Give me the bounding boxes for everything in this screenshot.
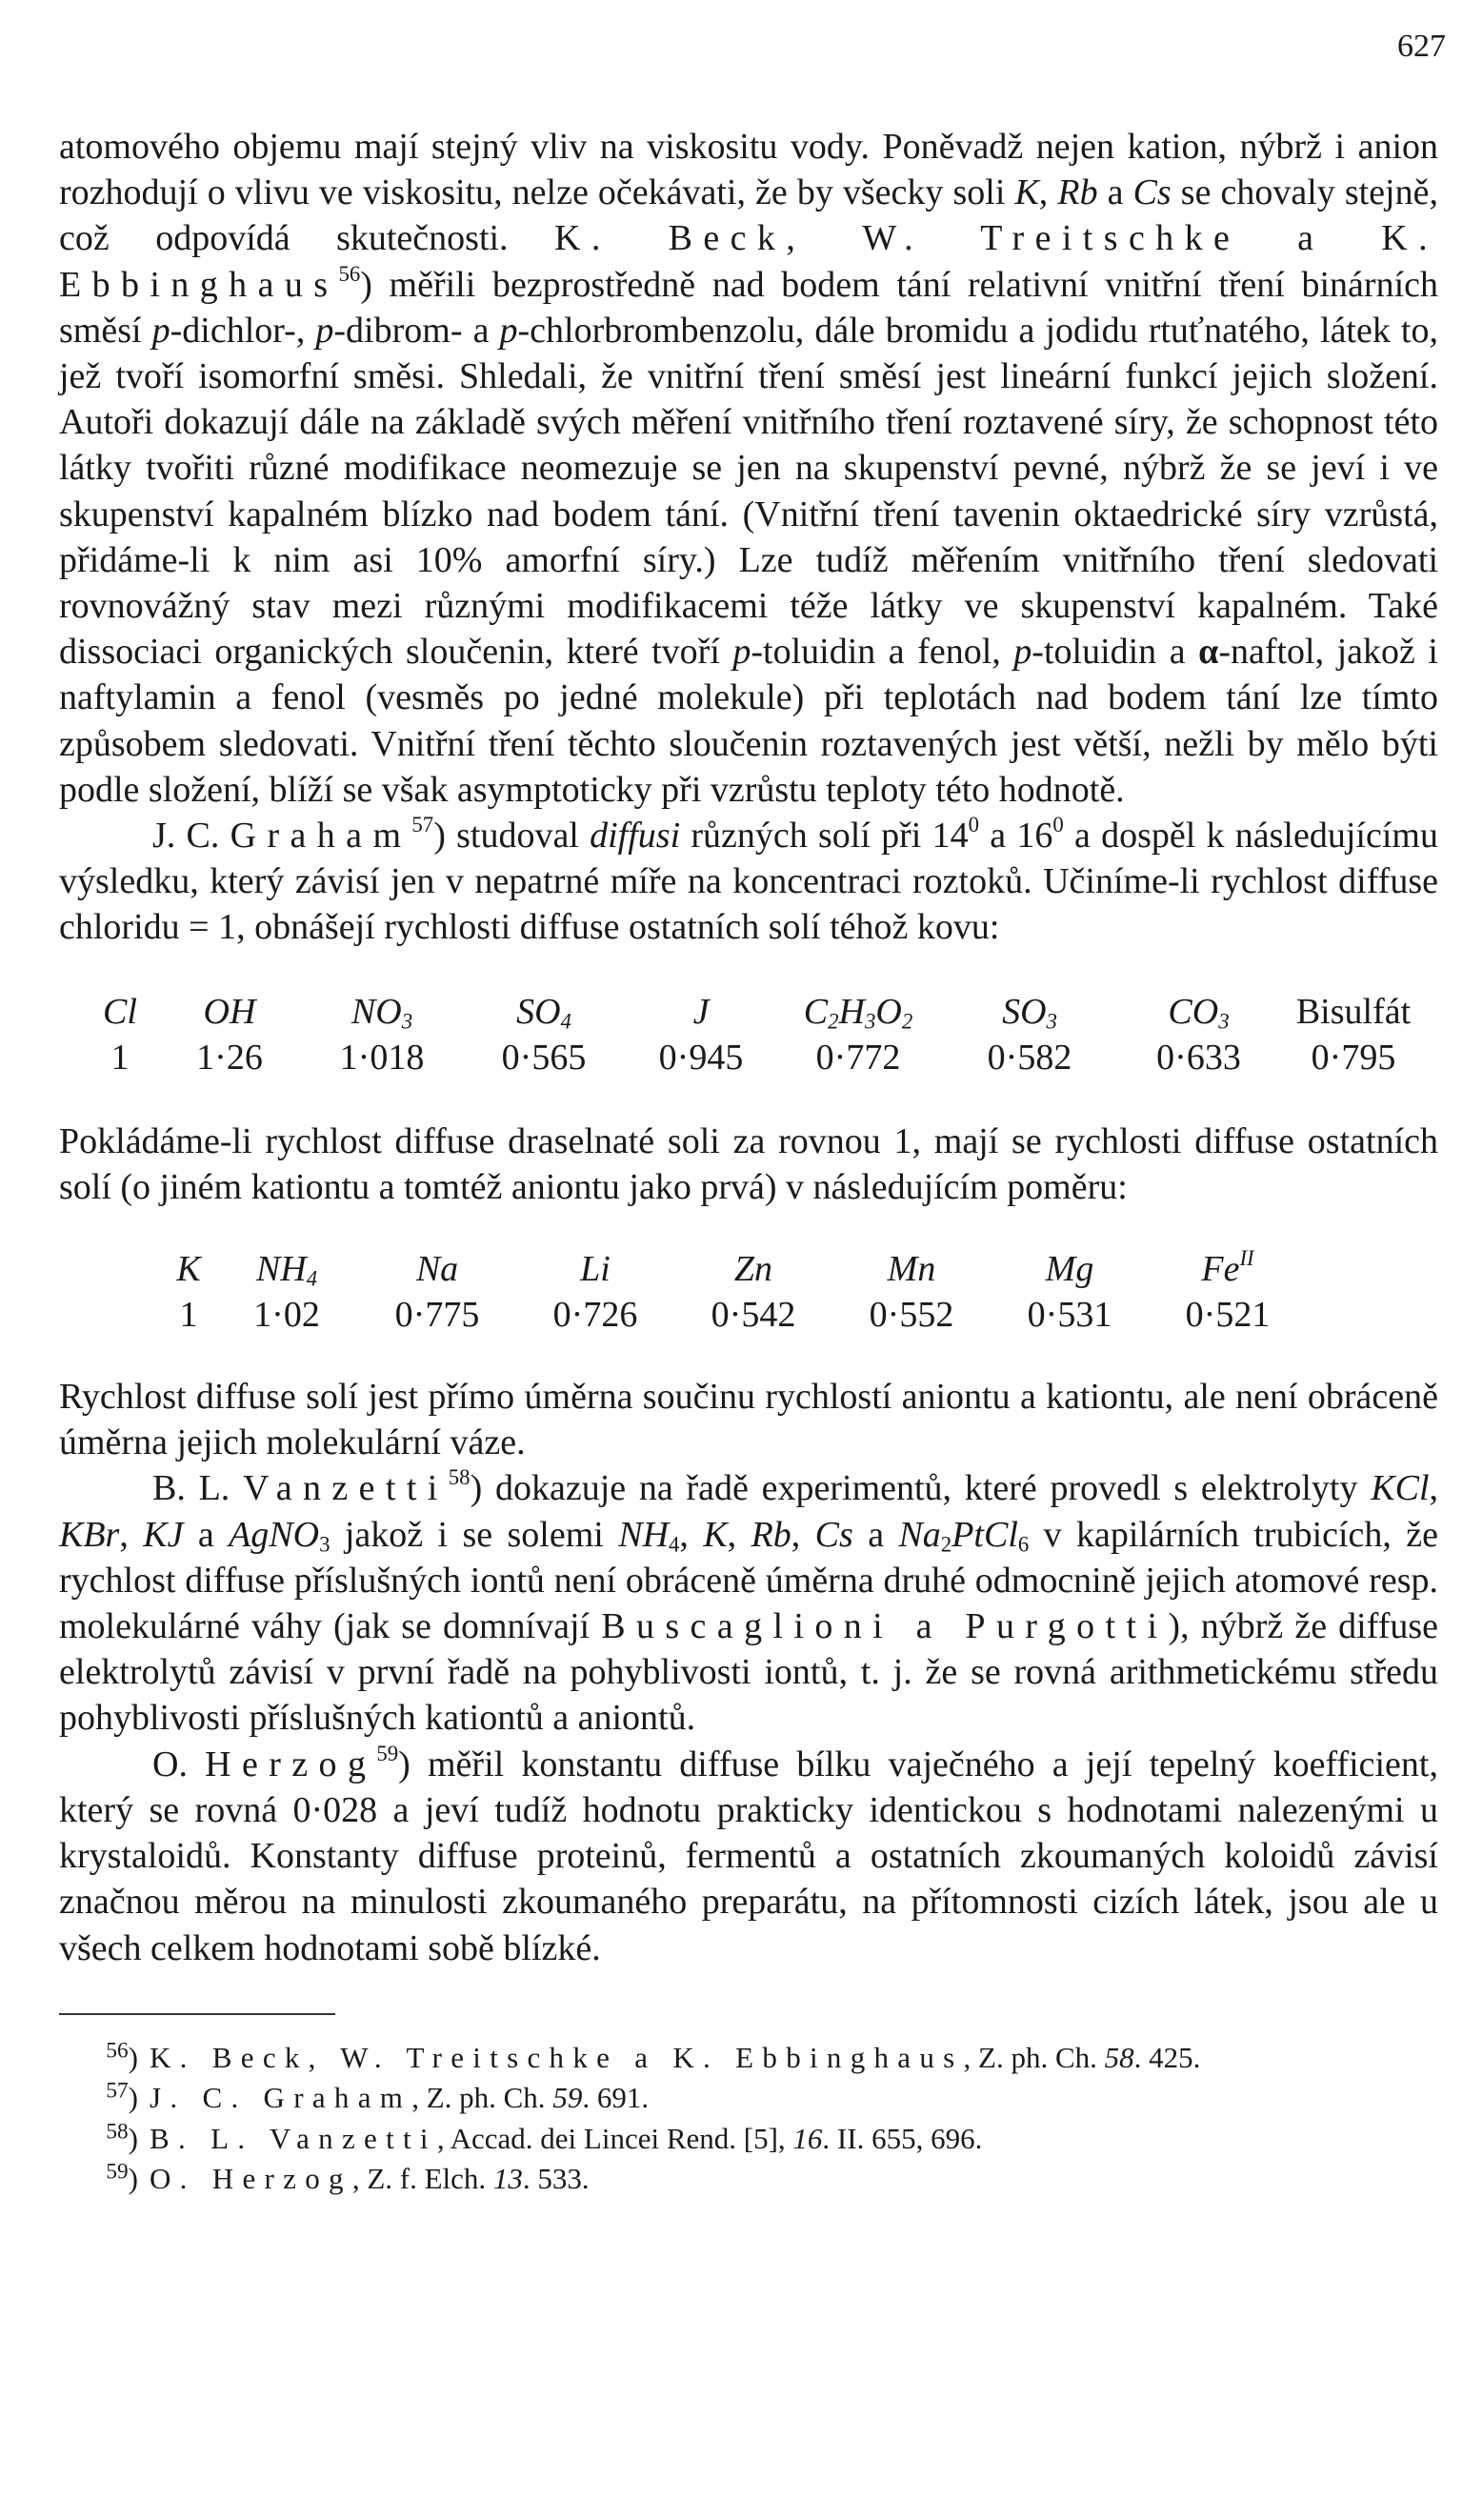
paragraph-rate-law: Rychlost diffuse solí jest přímo úměrna součinu rychlostí aniontu a kationtu, ale není obráceně úměrna jejich molekulární váze.: [59, 1377, 1438, 1463]
table-header-cell: $Fe^{II}$: [1201, 1246, 1254, 1290]
footnote: $^{56}$) K. Beck, W. Treitschke a K. Ebbinghaus, Z. ph. Ch. 58. 425.: [106, 2038, 1201, 2074]
footnote-divider: [59, 2013, 335, 2015]
author-name: Herzog: [205, 1744, 377, 1784]
paragraph-herzog: O. Herzog$^{59}$) měřil konstantu diffuse bílku vaječného a její tepelný koefficient, který se rovná 0·028 a jeví tudíž hodnotu prakticky identickou s hodnotami nalezenými u krystaloidů. Konstanty diffuse proteinů, fermentů a ostatních zkoumaných koloidů závisí značnou měrou na minulosti zkoumaného preparátu, na přítomnosti cizích látek, jsou ale u všech celkem hodnotami sobě blízké.: [59, 1741, 1438, 1968]
table-cell: 0·531: [1027, 1295, 1112, 1336]
reference-mark: 59: [376, 1741, 399, 1765]
table-header-cell: $C_2H_3O_2$: [803, 991, 913, 1034]
table-cell: 0·633: [1156, 1037, 1241, 1078]
author-name: Vanzetti: [243, 1468, 449, 1509]
paragraph-viscosity: atomového objemu mají stejný vliv na viskositu vody. Poněvadž nejen kation, nýbrž i anion rozhodují o vlivu ve viskositu, nelze očekávati, že by všecky soli K, Rb a Cs se chovaly stejně, což odpovídá skutečnosti. K. Beck, W. Treitschke a K. Ebbinghaus$^{56}$) měřili bezprostředně nad bodem tání relativní vnitřní tření binárních směsí p-dichlor-, p-dibrom- a p-chlorbrombenzolu, dále bromidu a jodidu rtuťnatého, látek to, jež tvoří isomorfní směsi. Shledali, že vnitřní tření směsí jest lineární funkcí jejich složení. Autoři dokazují dále na základě svých měření vnitřního tření roztavené síry, že schopnost této látky tvořiti různé modifikace neomezuje se jen na skupenství pevné, nýbrž že se jeví i ve skupenství kapalném blízko nad bodem tání. (Vnitřní tření tavenin oktaedrické síry vzrůstá, přidáme-li k nim asi 10% amorfní síry.) Lze tudíž měřením vnitřního tření sledovati rovnovážný stav mezi různými modifikacemi téže látky ve skupenství kapalném. Také dissociaci organických sloučenin, které tvoří p-toluidin a fenol, p-toluidin a α-naftol, jakož i naftylamin a fenol (vesměs po jedné molekule) při teplotách nad bodem tání lze tímto způsobem sledovati. Vnitřní tření těchto sloučenin roztavených jest větší, nežli by mělo býti podle složení, blíží se však asymptoticky při vzrůstu teploty této hodnotě.: [59, 127, 1439, 810]
footnote: $^{58}$) B. L. Vanzetti, Accad. dei Lincei Rend. [5], 16. II. 655, 696.: [106, 2119, 983, 2155]
table-cell: 0·565: [501, 1037, 587, 1078]
table-header-cell: Zn: [733, 1249, 773, 1290]
author-names: K. Beck, W. Treitschke a K. Ebbinghaus: [59, 218, 1439, 305]
paragraph-vanzetti: B. L. Vanzetti$^{58}$) dokazuje na řadě experimentů, které provedl s elektrolyty KCl, KBr, KJ a AgNO$_3$ jakož i se solemi $NH_4$, K, Rb, Cs a $Na_2PtCl_6$ v kapilárních trubicích, že rychlost diffuse příslušných iontů není obráceně úměrna druhé odmocnině jejich atomové resp. molekulárné váhy (jak se domnívají Buscaglioni a Purgotti), nýbrž že diffuse elektrolytů závisí v první řadě na pohyblivosti iontů, t. j. že se rovná arithmetickému středu pohyblivosti příslušných kationtů a aniontů.: [59, 1465, 1439, 1739]
table-header-cell: $SO_4$: [516, 991, 571, 1034]
table-header-cell: Mg: [1045, 1249, 1094, 1290]
table-header-cell: Li: [580, 1249, 611, 1290]
table-cell: 1·02: [253, 1295, 320, 1336]
table-cell: 1·018: [339, 1037, 425, 1078]
table-cell: 0·582: [987, 1037, 1072, 1078]
table-header-cell: Bisulfát: [1295, 991, 1412, 1032]
table-cell: 0·552: [869, 1295, 954, 1336]
author-names: Buscaglioni a Purgotti: [601, 1606, 1169, 1647]
table-cell: 0·775: [394, 1295, 480, 1336]
paragraph-potassium: Pokládáme-li rychlost diffuse draselnaté soli za rovnou 1, mají se rychlosti diffuse ostatních solí (o jiném kationtu a tomtéž aniontu jako prvá) v následujícím poměru:: [59, 1120, 1438, 1207]
reference-mark: 57: [411, 813, 434, 837]
table-header-row: [82, 989, 1438, 1035]
cation-diffusion-table: [59, 1246, 1438, 1338]
table-cell: 1: [179, 1295, 198, 1336]
anion-diffusion-table: [59, 989, 1438, 1080]
table-header-row: [162, 1246, 1438, 1292]
table-cell: 0·795: [1311, 1037, 1396, 1078]
table-cell: 0·726: [552, 1295, 638, 1336]
table-header-cell: J: [692, 991, 710, 1032]
author-name: Graham: [230, 816, 412, 857]
paragraph-graham: J. C. Graham$^{57}$) studoval diffusi různých solí při $14^0$ a $16^0$ a dospěl k následujícímu výsledku, který závisí jen v nepatrné míře na koncentraci roztoků. Učiníme-li rychlost diffuse chloridu = 1, obnášejí rychlosti diffuse ostatních solí téhož kovu:: [59, 813, 1438, 948]
reference-mark: 56: [338, 261, 361, 286]
table-cell: 1·26: [196, 1037, 263, 1078]
table-row: [82, 1035, 1438, 1080]
table-header-cell: Na: [415, 1249, 459, 1290]
table-header-cell: $SO_3$: [1002, 991, 1057, 1034]
page-number: 627: [1397, 29, 1446, 64]
table-header-cell: $CO_3$: [1168, 991, 1230, 1034]
table-header-cell: Cl: [103, 991, 137, 1032]
table-header-cell: Mn: [887, 1249, 936, 1290]
table-row: [162, 1292, 1438, 1338]
table-cell: 0·521: [1185, 1295, 1271, 1336]
table-header-cell: K: [176, 1249, 201, 1290]
table-header-cell: $NH_4$: [255, 1249, 318, 1291]
table-header-cell: $NO_3$: [350, 991, 413, 1034]
body-text: [59, 124, 1438, 2200]
table-cell: 1: [110, 1037, 130, 1078]
footnote: $^{57}$) J. C. Graham, Z. ph. Ch. 59. 691.: [106, 2078, 650, 2115]
footnotes: [59, 2038, 1438, 2200]
reference-mark: 58: [448, 1465, 471, 1490]
footnote: $^{59}$) O. Herzog, Z. f. Elch. 13. 533.: [106, 2159, 590, 2196]
table-cell: 0·945: [658, 1037, 744, 1078]
table-cell: 0·772: [815, 1037, 901, 1078]
table-cell: 0·542: [711, 1295, 796, 1336]
table-header-cell: OH: [203, 991, 256, 1032]
